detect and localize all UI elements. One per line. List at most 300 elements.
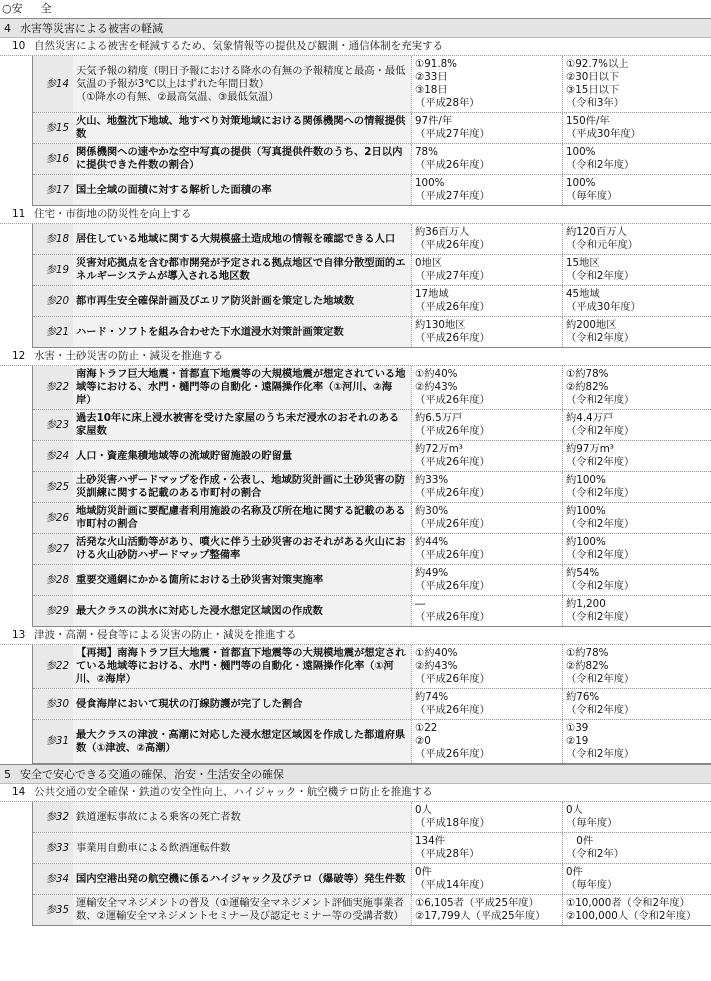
section-number: 5 xyxy=(4,768,11,781)
target-value-text xyxy=(566,505,634,531)
indicator-title-line: 南海トラフ巨大地震・首都直下地震等の大規模地震が想定されている地域等における、水門・樋門等の自動化・遠隔操作化率（①河川、②海岸） xyxy=(76,368,406,406)
baseline-value xyxy=(411,175,562,205)
target-value-line: 0人 xyxy=(566,804,583,816)
target-value-line: （令和2年度） xyxy=(566,270,635,282)
section-header xyxy=(0,764,711,784)
indicator-title xyxy=(73,175,411,205)
indicator-list xyxy=(32,224,711,348)
baseline-value-text xyxy=(415,804,490,830)
baseline-value-line: 0件 xyxy=(415,866,432,878)
baseline-value-line: 約33% xyxy=(415,474,449,486)
indicator-title xyxy=(73,286,411,316)
baseline-value xyxy=(411,286,562,316)
target-value xyxy=(562,441,711,471)
baseline-value-line: （平成26年度） xyxy=(415,549,490,561)
target-value-line: （令和2年度） xyxy=(566,518,635,530)
target-value-line: 150件/年 xyxy=(566,115,610,127)
goal-header xyxy=(0,627,711,645)
baseline-value-line: （平成26年度） xyxy=(415,332,490,344)
indicator-title-line: 災害対応拠点を含む都市開発が予定される拠点地区で自律分散型面的エネルギーシステムが導入される地区数 xyxy=(76,257,406,282)
indicator-title-line: 関係機関への速やかな空中写真の提供（写真提供件数のうち、2日以内に提供できた件数の割合） xyxy=(76,146,403,171)
target-value-text xyxy=(566,115,641,141)
target-value-line: 約76% xyxy=(566,691,600,703)
goal-number: 14 xyxy=(12,786,26,798)
indicator-title xyxy=(73,255,411,285)
target-value-text xyxy=(566,443,634,469)
goal-number: 12 xyxy=(12,350,26,362)
baseline-value-text xyxy=(415,257,490,283)
baseline-value xyxy=(411,113,562,143)
indicator-title-text xyxy=(76,115,407,141)
indicator-title xyxy=(73,565,411,595)
indicator-list xyxy=(32,802,711,926)
baseline-value-line: （平成26年度） xyxy=(415,239,490,251)
indicator-title-text xyxy=(76,184,272,197)
baseline-value-line: ②約43% xyxy=(415,660,458,672)
baseline-value-text xyxy=(415,647,490,686)
baseline-value xyxy=(411,802,562,832)
target-value xyxy=(562,472,711,502)
target-value-line: （令和2年度） xyxy=(566,487,635,499)
indicator-title xyxy=(73,534,411,564)
target-value xyxy=(562,645,711,688)
target-value-text xyxy=(566,598,634,624)
baseline-value-text xyxy=(415,505,490,531)
baseline-value-line: 約130地区 xyxy=(415,319,466,331)
target-value-line: 45地域 xyxy=(566,288,600,300)
baseline-value-text xyxy=(415,598,490,624)
indicator-list xyxy=(32,56,711,206)
indicator-title-text xyxy=(76,605,323,618)
baseline-value-text xyxy=(415,835,480,861)
target-value-line: ①39 xyxy=(566,722,589,734)
baseline-value-line: 約30% xyxy=(415,505,449,517)
target-value-text xyxy=(566,866,617,892)
baseline-value xyxy=(411,410,562,440)
target-value-text xyxy=(566,288,641,314)
indicator-title-text xyxy=(76,729,407,755)
indicator-label: 参17 xyxy=(33,175,73,205)
indicator-label: 参25 xyxy=(33,472,73,502)
indicator-title-text xyxy=(76,450,292,463)
baseline-value-line: （平成26年度） xyxy=(415,704,490,716)
target-value-text xyxy=(566,257,634,283)
target-value-line: （令和2年度） xyxy=(566,159,635,171)
indicator-label: 参20 xyxy=(33,286,73,316)
baseline-value-text xyxy=(415,722,490,761)
indicator-title xyxy=(73,503,411,533)
baseline-value-line: 約72万m³ xyxy=(415,443,463,455)
target-value-line: ③15日以下 xyxy=(566,84,620,96)
indicator-list xyxy=(32,645,711,764)
baseline-value-line: （平成26年度） xyxy=(415,425,490,437)
section-number: 4 xyxy=(4,22,11,35)
indicator-title-text xyxy=(76,326,344,339)
indicator-title xyxy=(73,833,411,863)
indicator-row xyxy=(33,534,711,565)
target-value-line: （毎年度） xyxy=(566,879,618,891)
goal-number: 10 xyxy=(12,40,26,52)
target-value-text xyxy=(566,536,634,562)
baseline-value-text xyxy=(415,866,490,892)
indicator-row xyxy=(33,596,711,627)
target-value-line: 約4.4万戸 xyxy=(566,412,614,424)
baseline-value-line: （平成26年度） xyxy=(415,487,490,499)
target-value-line: （令和2年度） xyxy=(566,394,635,406)
goal-header xyxy=(0,348,711,366)
baseline-value-line: ①91.8% xyxy=(415,58,457,70)
baseline-value-line: （平成26年度） xyxy=(415,748,490,760)
indicator-row xyxy=(33,113,711,144)
indicator-title-line: 国土全域の面積に対する解析した面積の率 xyxy=(76,183,272,196)
indicator-row xyxy=(33,802,711,833)
indicator-label: 参31 xyxy=(33,720,73,763)
indicator-row xyxy=(33,565,711,596)
target-value xyxy=(562,895,711,925)
target-value xyxy=(562,56,711,112)
indicator-title-line: 天気予報の精度（明日予報における降水の有無の予報精度と最高・最低気温の予報が3℃以上はずれた年間日数） xyxy=(76,64,406,90)
baseline-value xyxy=(411,441,562,471)
indicator-row xyxy=(33,895,711,926)
baseline-value xyxy=(411,565,562,595)
target-value-text xyxy=(566,58,629,110)
section-header xyxy=(0,18,711,38)
indicator-title-line: 最大クラスの津波・高潮に対応した浸水想定区域図を作成した都道府県数（①津波、②高潮） xyxy=(76,728,406,754)
target-value-line: ①92.7%以上 xyxy=(566,58,629,70)
indicator-label: 参15 xyxy=(33,113,73,143)
baseline-value-line: （平成26年度） xyxy=(415,456,490,468)
baseline-value-text xyxy=(415,443,490,469)
baseline-value-line: （平成26年度） xyxy=(415,518,490,530)
indicator-label: 参16 xyxy=(33,144,73,174)
indicator-title-text xyxy=(76,647,407,686)
indicator-title-text xyxy=(76,65,407,104)
indicator-title-line: 過去10年に床上浸水被害を受けた家屋のうち未だ浸水のおそれのある家屋数 xyxy=(76,412,400,437)
indicator-row xyxy=(33,720,711,764)
indicator-row xyxy=(33,56,711,113)
indicator-label: 参33 xyxy=(33,833,73,863)
baseline-value xyxy=(411,317,562,347)
baseline-value-text xyxy=(415,536,490,562)
indicator-title-text xyxy=(76,842,230,855)
baseline-value-text xyxy=(415,115,490,141)
baseline-value-line: ②0 xyxy=(415,735,431,747)
header-title-a: 安 xyxy=(11,2,23,15)
indicator-title xyxy=(73,864,411,894)
indicator-title xyxy=(73,366,411,409)
target-value xyxy=(562,410,711,440)
target-value-line: （令和2年度） xyxy=(566,580,635,592)
baseline-value xyxy=(411,503,562,533)
indicator-label: 参18 xyxy=(33,224,73,254)
target-value-line: 約120百万人 xyxy=(566,226,627,238)
baseline-value-line: 約74% xyxy=(415,691,449,703)
indicator-title-text xyxy=(76,698,303,711)
baseline-value-line: （平成27年度） xyxy=(415,128,490,140)
target-value-text xyxy=(566,412,634,438)
indicator-table xyxy=(0,18,711,926)
indicator-title-line: 土砂災害ハザードマップを作成・公表し、地域防災計画に土砂災害の防災訓練に関する記載のある市町村の割合 xyxy=(76,474,406,499)
indicator-label: 参22 xyxy=(33,366,73,409)
indicator-title-text xyxy=(76,873,405,886)
indicator-title xyxy=(73,144,411,174)
indicator-row xyxy=(33,224,711,255)
indicator-list xyxy=(32,366,711,627)
baseline-value-line: ①22 xyxy=(415,722,438,734)
goal-number: 11 xyxy=(12,208,26,220)
target-value-line: 約54% xyxy=(566,567,600,579)
indicator-title-line: 火山、地盤沈下地域、地すべり対策地域における関係機関への情報提供数 xyxy=(76,115,406,140)
target-value-line: 約97万m³ xyxy=(566,443,614,455)
indicator-title-text xyxy=(76,811,241,824)
header-title-b: 全 xyxy=(40,2,52,15)
target-value-line: （令和2年度） xyxy=(566,425,635,437)
target-value-line: （平成30年度） xyxy=(566,301,641,313)
indicator-row xyxy=(33,472,711,503)
target-value-line: （令和2年） xyxy=(566,848,625,860)
indicator-title-line: 都市再生安全確保計画及びエリア防災計画を策定した地域数 xyxy=(76,294,355,307)
target-value-line: （令和元年度） xyxy=(566,239,639,251)
baseline-value xyxy=(411,833,562,863)
baseline-value-line: ③18日 xyxy=(415,84,448,96)
baseline-value xyxy=(411,645,562,688)
target-value-line: （毎年度） xyxy=(566,190,618,202)
target-value-text xyxy=(566,897,696,923)
goal-header xyxy=(0,38,711,56)
indicator-title xyxy=(73,224,411,254)
target-value-line: 約100% xyxy=(566,474,606,486)
indicator-title-line: 運輸安全マネジメントの普及（①運輸安全マネジメント評価実施事業者数、②運輸安全マネジメントセミナー及び認定セミナー等の受講者数） xyxy=(76,897,404,922)
indicator-title xyxy=(73,596,411,626)
indicator-title xyxy=(73,410,411,440)
baseline-value-line: 約6.5万戸 xyxy=(415,412,463,424)
baseline-value-line: 約36百万人 xyxy=(415,226,470,238)
target-value xyxy=(562,596,711,626)
indicator-label: 参26 xyxy=(33,503,73,533)
baseline-value-line: （平成26年度） xyxy=(415,580,490,592)
indicator-title xyxy=(73,689,411,719)
baseline-value-text xyxy=(415,474,490,500)
target-value xyxy=(562,833,711,863)
target-value xyxy=(562,224,711,254)
baseline-value-line: 約44% xyxy=(415,536,449,548)
indicator-label: 参21 xyxy=(33,317,73,347)
baseline-value-text xyxy=(415,897,545,923)
baseline-value-line: 0人 xyxy=(415,804,432,816)
target-value-line: 約100% xyxy=(566,536,606,548)
target-value-text xyxy=(566,177,617,203)
target-value xyxy=(562,317,711,347)
goal-title: 津波・高潮・侵食等による災害の防止・減災を推進する xyxy=(34,629,297,641)
indicator-title-line: 鉄道運転事故による乗客の死亡者数 xyxy=(76,810,241,823)
section-title: 水害等災害による被害の軽減 xyxy=(20,22,163,35)
indicator-title xyxy=(73,441,411,471)
target-value-line: 0件 xyxy=(566,866,583,878)
target-value-text xyxy=(566,226,638,252)
baseline-value-line: （平成26年度） xyxy=(415,301,490,313)
indicator-row xyxy=(33,503,711,534)
target-value-line: （平成30年度） xyxy=(566,128,641,140)
baseline-value-line: ②33日 xyxy=(415,71,448,83)
target-value-text xyxy=(566,804,617,830)
indicator-title xyxy=(73,113,411,143)
target-value-line: 100% xyxy=(566,146,596,158)
baseline-value-text xyxy=(415,58,480,110)
target-value-line: 約1,200 xyxy=(566,598,606,610)
baseline-value-line: ①約40% xyxy=(415,368,458,380)
baseline-value-line: （平成28年） xyxy=(415,97,480,109)
header-mark: ○ xyxy=(2,2,12,15)
baseline-value-line: （平成14年度） xyxy=(415,879,490,891)
baseline-value-line: 97件/年 xyxy=(415,115,453,127)
target-value xyxy=(562,565,711,595)
indicator-title-text xyxy=(76,505,407,531)
target-value-line: ①10,000者（令和2年度） xyxy=(566,897,690,909)
indicator-label: 参22 xyxy=(33,645,73,688)
baseline-value-text xyxy=(415,368,490,407)
target-value-line: 約100% xyxy=(566,505,606,517)
indicator-label: 参30 xyxy=(33,689,73,719)
indicator-label: 参27 xyxy=(33,534,73,564)
indicator-title-text xyxy=(76,474,407,500)
target-value-text xyxy=(566,835,624,861)
target-value-line: ②30日以下 xyxy=(566,71,620,83)
goal-header xyxy=(0,784,711,802)
indicator-label: 参34 xyxy=(33,864,73,894)
indicator-title-text xyxy=(76,295,354,308)
baseline-value-text xyxy=(415,412,490,438)
target-value-line: （令和2年度） xyxy=(566,704,635,716)
indicator-title-text xyxy=(76,368,407,407)
target-value-line: （令和2年度） xyxy=(566,611,635,623)
indicator-row xyxy=(33,255,711,286)
indicator-label: 参24 xyxy=(33,441,73,471)
indicator-title-line: 侵食海岸において現状の汀線防護が完了した割合 xyxy=(76,697,303,710)
baseline-value xyxy=(411,224,562,254)
baseline-value-line: ①約40% xyxy=(415,647,458,659)
baseline-value-line: ②17,799人（平成25年度） xyxy=(415,910,546,922)
baseline-value-line: 134件 xyxy=(415,835,445,847)
baseline-value-line: （平成26年度） xyxy=(415,159,490,171)
indicator-title-text xyxy=(76,897,407,923)
target-value-line: 約200地区 xyxy=(566,319,617,331)
target-value-line: ①約78% xyxy=(566,647,609,659)
indicator-row xyxy=(33,864,711,895)
target-value xyxy=(562,689,711,719)
baseline-value xyxy=(411,255,562,285)
target-value-text xyxy=(566,146,634,172)
baseline-value-line: （平成26年度） xyxy=(415,673,490,685)
indicator-label: 参32 xyxy=(33,802,73,832)
baseline-value-line: （平成27年度） xyxy=(415,270,490,282)
baseline-value-text xyxy=(415,691,490,717)
baseline-value-line: ― xyxy=(415,598,426,610)
baseline-value xyxy=(411,366,562,409)
target-value-line: ②約82% xyxy=(566,660,609,672)
indicator-title-text xyxy=(76,412,407,438)
baseline-value xyxy=(411,56,562,112)
target-value xyxy=(562,802,711,832)
target-value-line: ②100,000人（令和2年度） xyxy=(566,910,697,922)
indicator-label: 参14 xyxy=(33,56,73,112)
indicator-title-line: （①降水の有無、②最高気温、③最低気温） xyxy=(76,90,279,103)
target-value-line: （令和2年度） xyxy=(566,549,635,561)
target-value xyxy=(562,720,711,763)
indicator-title-text xyxy=(76,574,323,587)
indicator-title-line: 最大クラスの洪水に対応した浸水想定区域図の作成数 xyxy=(76,604,323,617)
target-value-line: 15地区 xyxy=(566,257,600,269)
goal-title: 水害・土砂災害の防止・減災を推進する xyxy=(34,350,223,362)
target-value-text xyxy=(566,647,634,686)
indicator-title-line: 事業用自動車による飲酒運転件数 xyxy=(76,841,231,854)
page-header xyxy=(0,0,52,18)
target-value-text xyxy=(566,474,634,500)
target-value xyxy=(562,864,711,894)
goal-title: 自然災害による被害を軽減するため、気象情報等の提供及び観測・通信体制を充実する xyxy=(34,40,444,52)
indicator-row xyxy=(33,286,711,317)
indicator-title xyxy=(73,895,411,925)
indicator-title-text xyxy=(76,536,407,562)
indicator-title-text xyxy=(76,146,407,172)
indicator-label: 参35 xyxy=(33,895,73,925)
indicator-title-line: 居住している地域に関する大規模盛土造成地の情報を確認できる人口 xyxy=(76,232,396,245)
target-value-line: （令和2年度） xyxy=(566,456,635,468)
indicator-row xyxy=(33,317,711,348)
indicator-title-line: 活発な火山活動等があり、噴火に伴う土砂災害のおそれがある火山における火山砂防ハザードマップ整備率 xyxy=(76,536,406,561)
indicator-row xyxy=(33,366,711,410)
target-value-line: ②19 xyxy=(566,735,589,747)
goal-number: 13 xyxy=(12,629,26,641)
baseline-value xyxy=(411,720,562,763)
indicator-title-line: 人口・資産集積地域等の流域貯留施設の貯留量 xyxy=(76,449,293,462)
indicator-title xyxy=(73,645,411,688)
indicator-title-line: ハード・ソフトを組み合わせた下水道浸水対策計画策定数 xyxy=(76,325,344,338)
target-value-text xyxy=(566,567,634,593)
baseline-value-text xyxy=(415,319,490,345)
baseline-value xyxy=(411,144,562,174)
baseline-value-line: （平成27年度） xyxy=(415,190,490,202)
target-value xyxy=(562,286,711,316)
goal-title: 住宅・市街地の防災性を向上する xyxy=(34,208,192,220)
baseline-value-line: 17地域 xyxy=(415,288,449,300)
target-value-line: ②約82% xyxy=(566,381,609,393)
section-title: 安全で安心できる交通の確保、治安・生活安全の確保 xyxy=(20,768,284,781)
indicator-title-line: 地域防災計画に要配慮者利用施設の名称及び所在地に関する記載のある市町村の割合 xyxy=(76,505,406,530)
indicator-row xyxy=(33,645,711,689)
target-value-text xyxy=(566,368,634,407)
baseline-value xyxy=(411,596,562,626)
target-value-line: （毎年度） xyxy=(566,817,618,829)
baseline-value-line: ②約43% xyxy=(415,381,458,393)
indicator-label: 参29 xyxy=(33,596,73,626)
baseline-value-text xyxy=(415,146,490,172)
indicator-title-text xyxy=(76,257,407,283)
target-value xyxy=(562,503,711,533)
target-value-line: ①約78% xyxy=(566,368,609,380)
target-value-text xyxy=(566,722,634,761)
target-value xyxy=(562,113,711,143)
indicator-row xyxy=(33,144,711,175)
target-value xyxy=(562,255,711,285)
indicator-title-line: 重要交通網にかかる箇所における土砂災害対策実施率 xyxy=(76,573,324,586)
indicator-title xyxy=(73,802,411,832)
target-value-line: 100% xyxy=(566,177,596,189)
baseline-value xyxy=(411,689,562,719)
target-value-line: （令和3年） xyxy=(566,97,625,109)
baseline-value-line: ①6,105者（平成25年度） xyxy=(415,897,539,909)
baseline-value-line: 100% xyxy=(415,177,445,189)
indicator-row xyxy=(33,833,711,864)
